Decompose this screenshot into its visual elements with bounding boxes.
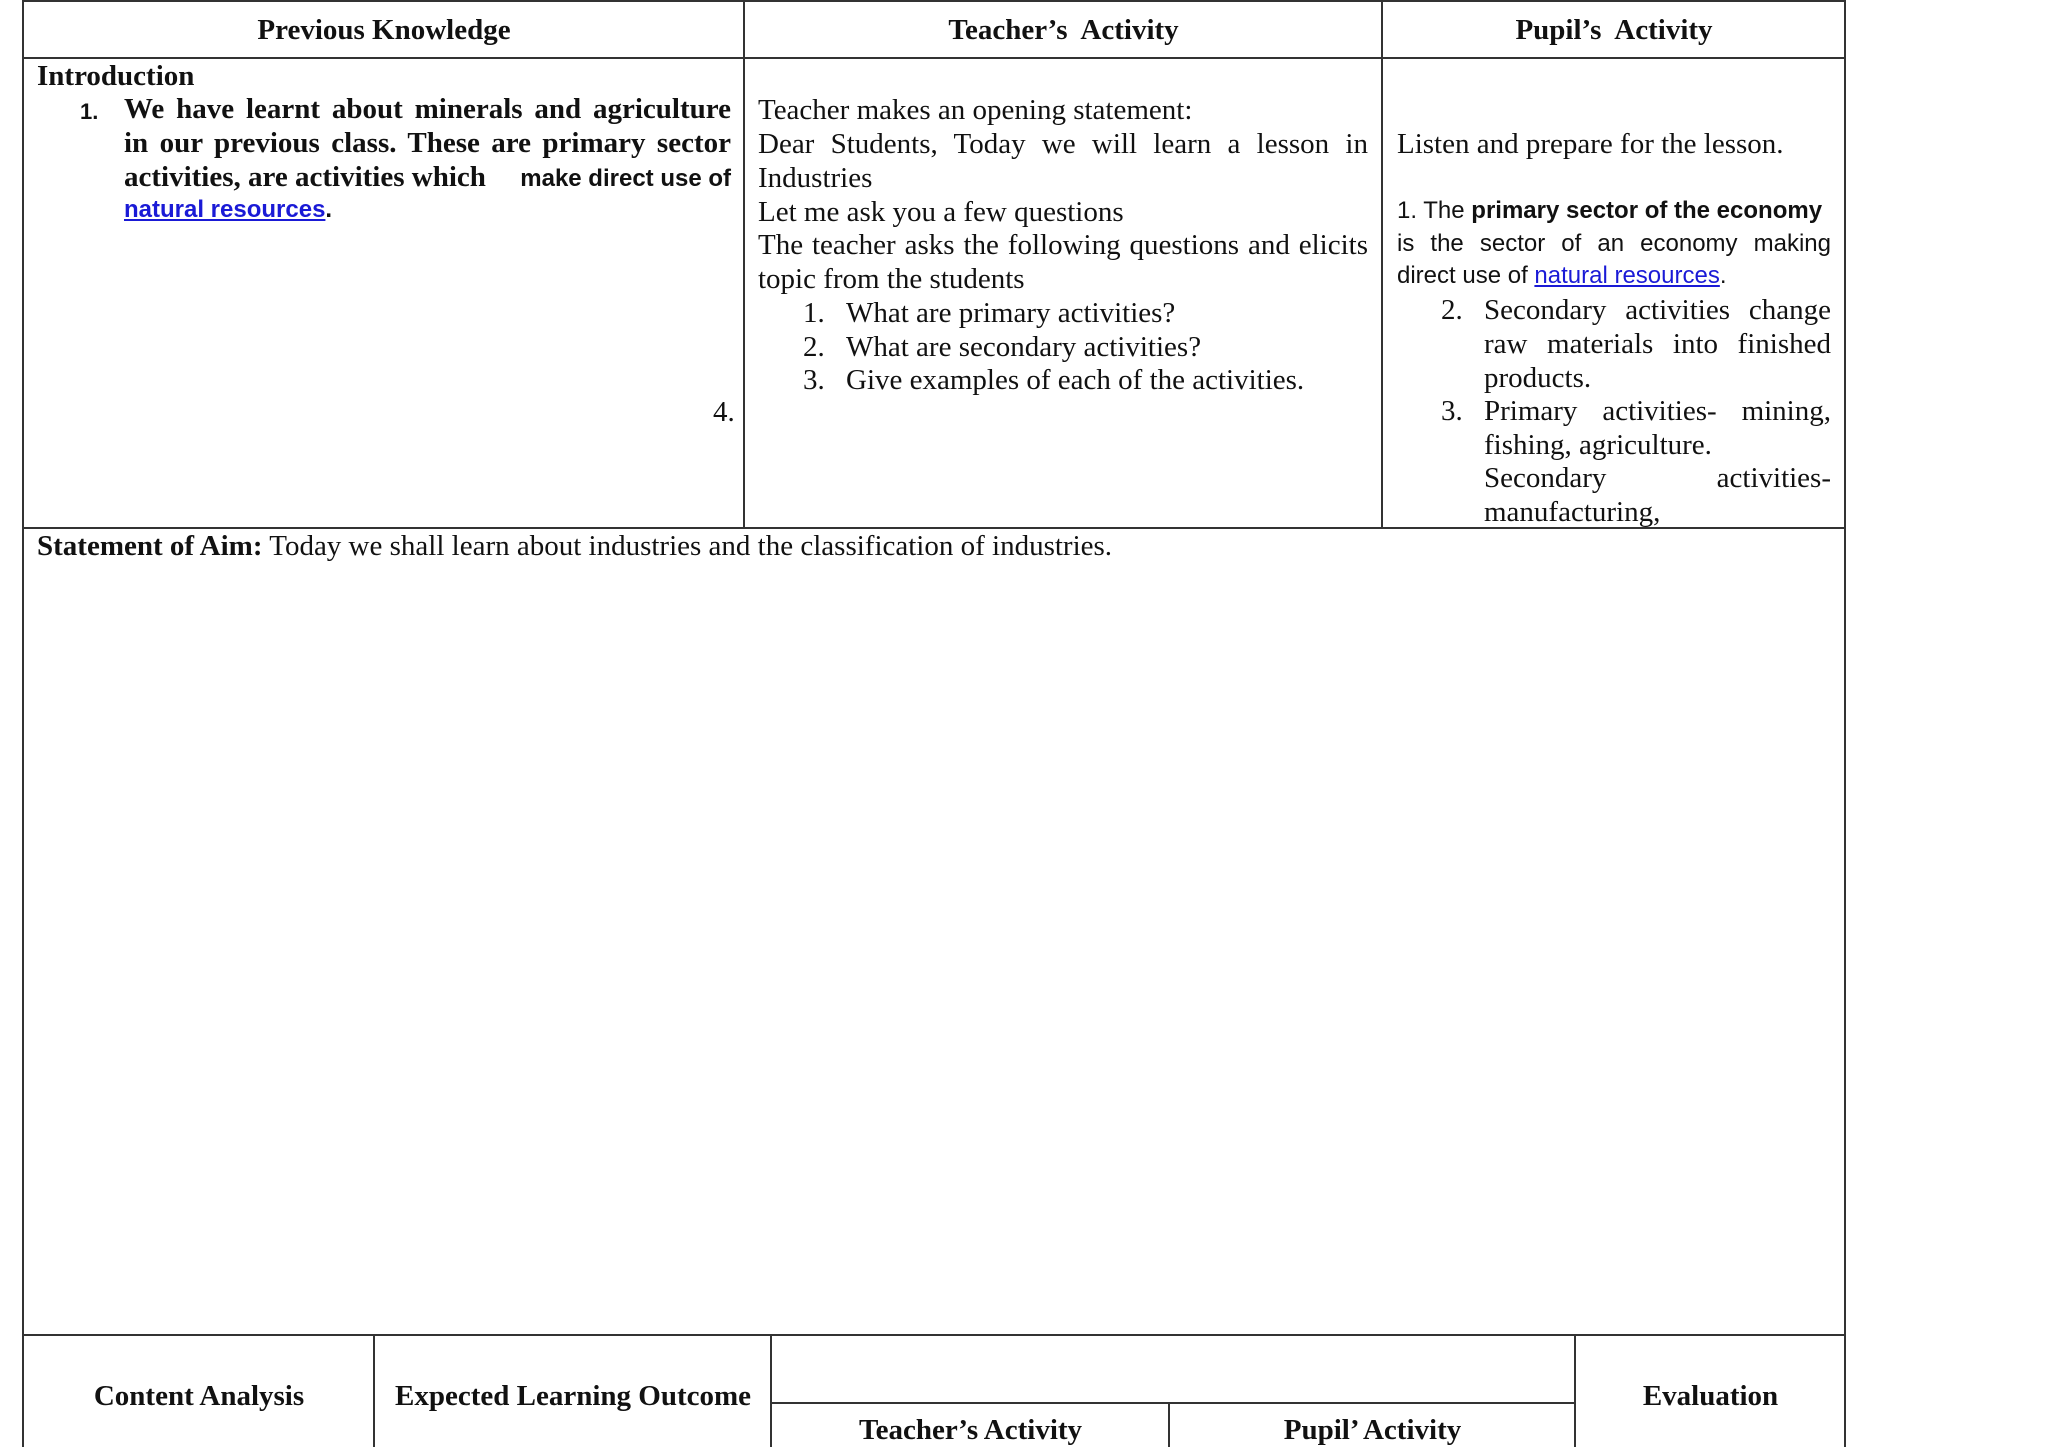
col-divider-1 <box>743 0 745 528</box>
pupil-a2-line-1: Secondary activities change <box>1484 294 1831 326</box>
activity-subheader-divider <box>770 1402 1576 1404</box>
pupil-listen: Listen and prepare for the lesson. <box>1397 128 1784 160</box>
teacher-line-2: Dear Students, Today we will learn a lesson in <box>758 128 1368 160</box>
pupil-a2-line-3: products. <box>1484 362 1592 394</box>
header-evaluation: Evaluation <box>1642 1380 1779 1412</box>
header-bottom-teacher-activity: Teacher’s Activity <box>858 1414 1083 1446</box>
header-content-analysis: Content Analysis <box>93 1380 305 1412</box>
pupil-a2-number: 2. <box>1441 294 1463 326</box>
teacher-q2: What are secondary activities? <box>846 331 1202 363</box>
pk-item-line-3 <box>124 161 731 194</box>
pupil-a3-line-2: fishing, agriculture. <box>1484 429 1712 461</box>
teacher-q2-number: 2. <box>803 331 825 363</box>
pk-item-line-2: in our previous class. These are primary sector <box>124 127 731 159</box>
teacher-line-5: The teacher asks the following questions and elicits <box>758 229 1368 261</box>
introduction-heading: Introduction <box>37 60 195 92</box>
header-bottom-pupil-activity: Pupil’ Activity <box>1283 1414 1462 1446</box>
pupil-a3-line-3b: activities- <box>1716 462 1831 494</box>
teacher-line-4: Let me ask you a few questions <box>758 196 1124 228</box>
col-divider-2 <box>1381 0 1383 528</box>
row-divider-bottom-table <box>22 1334 1846 1336</box>
pupil-a3-line-4: manufacturing, <box>1484 496 1661 528</box>
teacher-line-1: Teacher makes an opening statement: <box>758 94 1193 126</box>
pupil-a3-line-1: Primary activities- mining, <box>1484 395 1831 427</box>
header-teacher-activity: Teacher’s Activity <box>948 14 1179 46</box>
pk-item-end: . <box>325 196 333 223</box>
pupil-a1-bold: primary sector of the economy <box>1471 197 1823 224</box>
header-previous-knowledge: Previous Knowledge <box>257 14 511 46</box>
teacher-line-3: Industries <box>758 162 873 194</box>
header-row-divider <box>22 57 1846 59</box>
pk-stray-number: 4. <box>713 396 735 428</box>
pk-item-line-4 <box>124 196 332 224</box>
pupil-a3-number: 3. <box>1441 395 1463 427</box>
teacher-q3: Give examples of each of the activities. <box>846 364 1305 396</box>
pupil-answer-1-line-1 <box>1397 195 1822 228</box>
pupil-a1-line3-prefix: direct use of <box>1397 262 1528 289</box>
pupil-answer-1-line-2: is the sector of an economy making <box>1397 230 1831 257</box>
pupil-natural-resources-link[interactable]: natural resources <box>1534 262 1720 289</box>
header-expected-outcome: Expected Learning Outcome <box>394 1380 751 1412</box>
pupil-answer-1-line-3 <box>1397 260 1727 293</box>
pupil-a1-end: . <box>1719 262 1727 289</box>
table-left-border <box>22 0 24 1447</box>
pk-item-line-3b: make direct use of <box>520 165 731 192</box>
teacher-line-6: topic from the students <box>758 263 1025 295</box>
pupil-a2-line-2: raw materials into finished <box>1484 328 1831 360</box>
aim-text: Today we shall learn about industries and the classification of industries. <box>269 530 1113 562</box>
header-pupil-activity: Pupil’s Activity <box>1515 14 1713 46</box>
pk-item-number: 1. <box>80 99 99 124</box>
table-top-border <box>22 0 1846 2</box>
teacher-q1: What are primary activities? <box>846 297 1176 329</box>
pupil-a1-prefix: 1. The <box>1397 197 1465 224</box>
pk-item-line-3a: activities, are activities which <box>124 161 486 193</box>
statement-of-aim <box>37 530 1112 563</box>
pupil-a3-line-3 <box>1484 462 1831 495</box>
aim-label: Statement of Aim: <box>37 530 263 562</box>
teacher-q3-number: 3. <box>803 364 825 396</box>
pupil-a3-line-3a: Secondary <box>1484 462 1607 494</box>
pk-natural-resources-link[interactable]: natural resources <box>124 196 326 223</box>
table-right-border <box>1844 0 1846 1447</box>
teacher-q1-number: 1. <box>803 297 825 329</box>
pk-item-line-1: We have learnt about minerals and agriculture <box>124 93 731 125</box>
